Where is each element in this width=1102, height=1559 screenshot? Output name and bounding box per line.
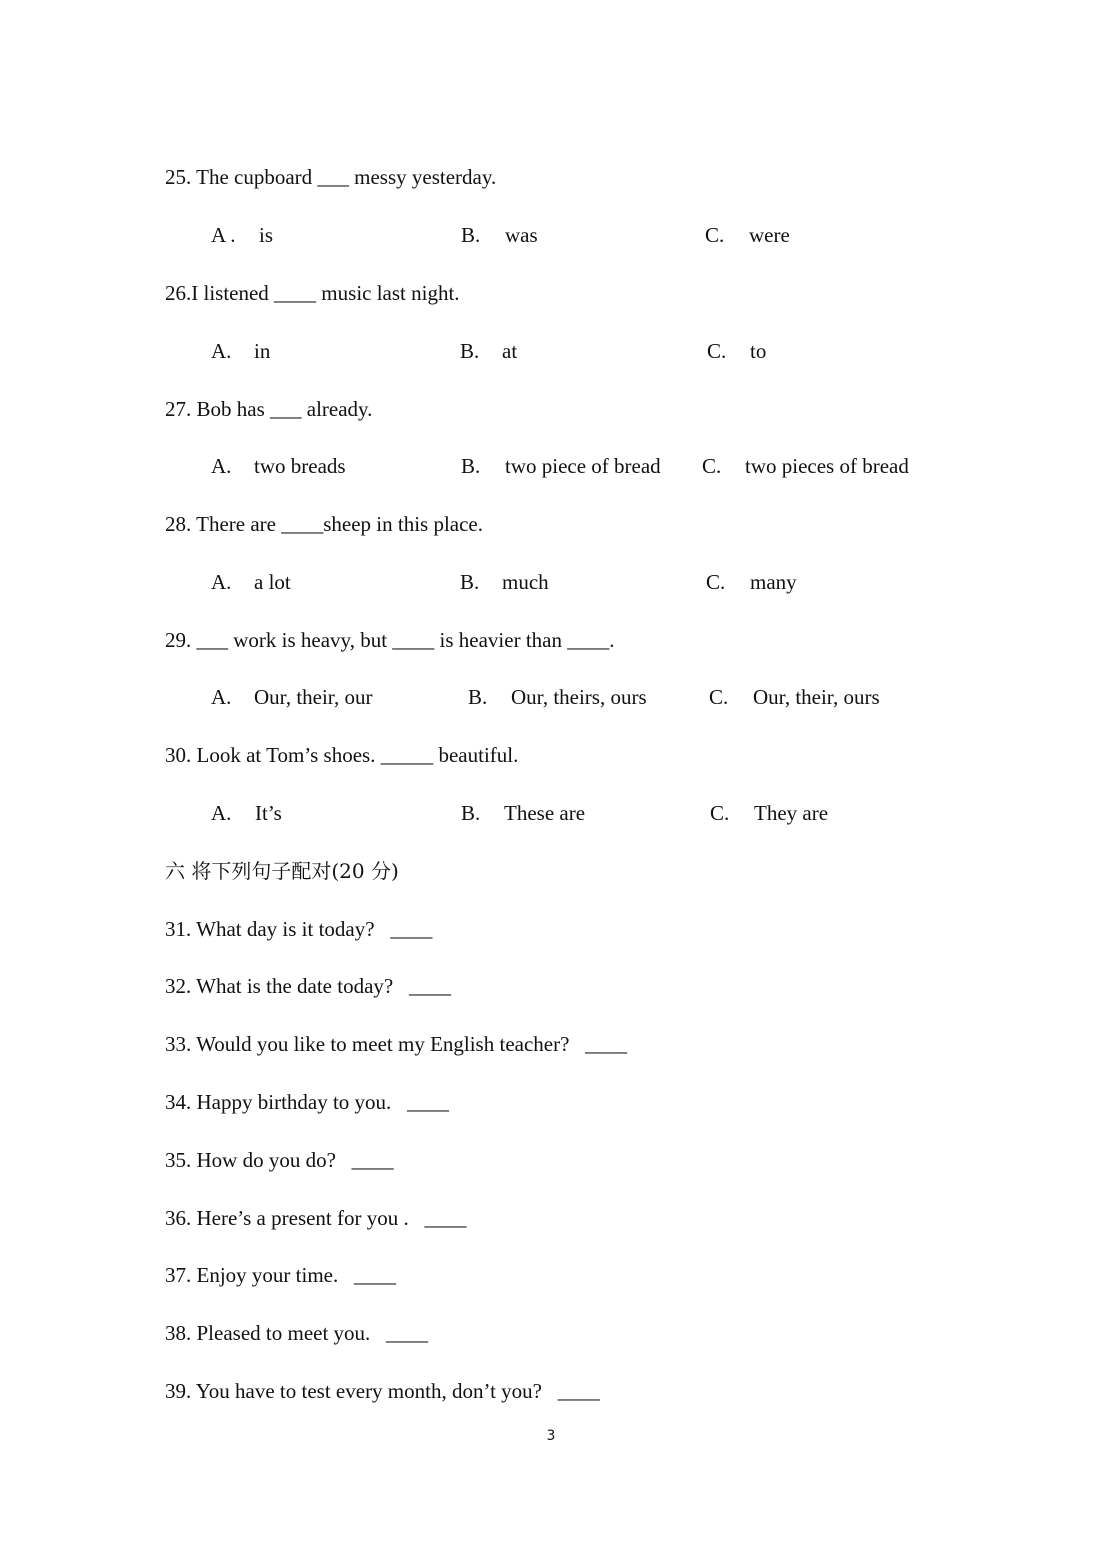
section-heading: 六 将下列句子配对(20 分) (165, 859, 399, 883)
option-a (211, 454, 346, 478)
question-26-stem: 26.I listened ____ music last night. (165, 281, 460, 305)
option-c (702, 454, 909, 478)
matching-item-33: 33. Would you like to meet my English teacher? ____ (165, 1032, 628, 1056)
option-b (461, 223, 538, 247)
option-text: two breads (254, 454, 346, 478)
matching-item-34: 34. Happy birthday to you. ____ (165, 1090, 450, 1114)
option-letter: A. (211, 570, 232, 594)
option-letter: C. (706, 570, 726, 594)
matching-item-38: 38. Pleased to meet you. ____ (165, 1321, 429, 1345)
option-letter: C. (709, 685, 729, 709)
matching-item-36: 36. Here’s a present for you . ____ (165, 1206, 467, 1230)
option-text: Our, theirs, ours (511, 685, 647, 709)
matching-item-35: 35. How do you do? ____ (165, 1148, 394, 1172)
matching-item-32: 32. What is the date today? ____ (165, 974, 451, 998)
matching-item-37: 37. Enjoy your time. ____ (165, 1263, 396, 1287)
option-letter: C. (705, 223, 725, 247)
option-a (211, 685, 372, 709)
option-b (460, 339, 517, 363)
question-28-stem: 28. There are ____sheep in this place. (165, 512, 484, 536)
option-text: in (254, 339, 271, 363)
option-letter: B. (461, 801, 481, 825)
option-letter: A. (211, 454, 232, 478)
option-letter: A . (211, 223, 236, 247)
option-text: is (259, 223, 274, 247)
option-a (211, 801, 282, 825)
page-number: 3 (546, 1428, 556, 1444)
option-b (461, 801, 585, 825)
option-letter: A. (211, 685, 232, 709)
option-letter: C. (710, 801, 730, 825)
option-text: They are (754, 801, 829, 825)
question-27-stem: 27. Bob has ___ already. (165, 397, 373, 421)
option-text: These are (504, 801, 586, 825)
option-letter: A. (211, 339, 232, 363)
option-c (705, 223, 790, 247)
option-letter: B. (468, 685, 488, 709)
option-c (710, 801, 828, 825)
option-a (211, 339, 270, 363)
option-b (461, 454, 661, 478)
option-c (707, 339, 766, 363)
option-text: to (750, 339, 767, 363)
option-letter: B. (460, 570, 480, 594)
option-text: two pieces of bread (745, 454, 909, 478)
matching-item-31: 31. What day is it today? ____ (165, 917, 433, 941)
option-text: It’s (255, 801, 282, 825)
option-text: two piece of bread (505, 454, 661, 478)
option-c (706, 570, 797, 594)
option-text: much (502, 570, 549, 594)
question-30-stem: 30. Look at Tom’s shoes. _____ beautiful. (165, 743, 519, 767)
option-letter: B. (460, 339, 480, 363)
option-text: were (749, 223, 790, 247)
option-text: was (505, 223, 538, 247)
option-letter: B. (461, 223, 481, 247)
question-25-stem: 25. The cupboard ___ messy yesterday. (165, 165, 497, 189)
option-b (460, 570, 549, 594)
option-b (468, 685, 647, 709)
option-letter: C. (707, 339, 727, 363)
option-text: a lot (254, 570, 291, 594)
matching-item-39: 39. You have to test every month, don’t you? ____ (165, 1379, 600, 1403)
option-text: many (750, 570, 797, 594)
option-a (211, 570, 291, 594)
option-text: Our, their, ours (753, 685, 880, 709)
option-c (709, 685, 880, 709)
option-text: at (502, 339, 518, 363)
option-letter: A. (211, 801, 232, 825)
question-29-stem: 29. ___ work is heavy, but ____ is heavier than ____. (165, 628, 615, 652)
option-letter: C. (702, 454, 722, 478)
option-text: Our, their, our (254, 685, 373, 709)
option-letter: B. (461, 454, 481, 478)
option-a (211, 223, 273, 247)
